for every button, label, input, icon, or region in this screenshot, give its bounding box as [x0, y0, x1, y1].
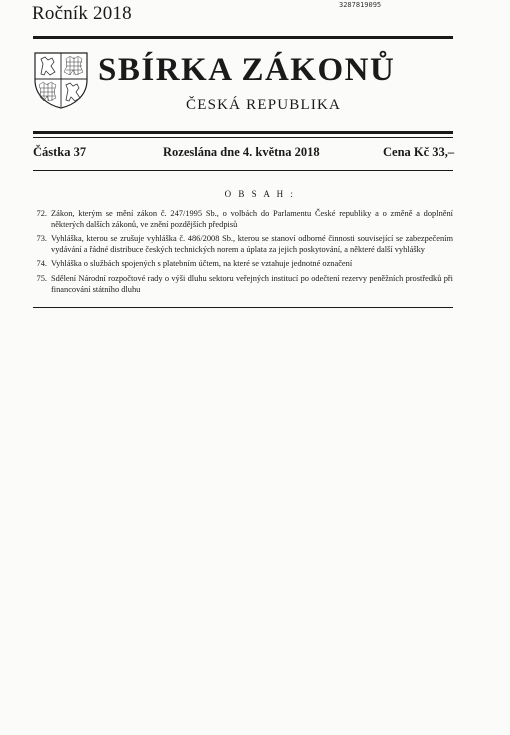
issue-number: Částka 37: [33, 145, 87, 159]
header-bottom-thin-rule: [33, 137, 453, 138]
gazette-title: SBÍRKA ZÁKONŮ: [98, 52, 396, 88]
contents-bottom-rule: [33, 307, 453, 308]
list-item: [33, 259, 453, 270]
coat-of-arms-icon: [32, 50, 90, 110]
item-text: Vyhláška o službách spojených s platebním účtem, na které se vztahuje jednotné označení: [51, 259, 353, 269]
item-text: Vyhláška, kterou se zrušuje vyhláška č. 486/2008 Sb., kterou se stanoví odborné činnosti související se zabezpečením vydávání a řádné distribuce českých technických norem a úplata za jejich poskytování, a některé další vyhlášky: [51, 234, 453, 254]
top-rule: [33, 36, 453, 39]
item-number: 74.: [36, 259, 47, 269]
list-item: [33, 209, 453, 230]
item-text: Zákon, kterým se mění zákon č. 247/1995 Sb., o volbách do Parlamentu České republiky a o změně a doplnění některých dalších zákonů, ve znění pozdějších předpisů: [51, 209, 453, 229]
contents-list: [33, 209, 453, 299]
item-text: Sdělení Národní rozpočtové rady o výši dluhu sektoru veřejných institucí po odečtení rezervy peněžních prostředků při financování státního dluhu: [51, 273, 453, 294]
gazette-subtitle: ČESKÁ REPUBLIKA: [186, 97, 342, 113]
contents-heading: O B S A H :: [224, 189, 296, 199]
item-number: 73.: [36, 234, 47, 244]
item-number: 75.: [36, 273, 47, 283]
item-number: 72.: [36, 209, 47, 218]
distribution-date: Rozeslána dne 4. května 2018: [163, 145, 320, 159]
list-item: [33, 274, 453, 295]
issue-price: Cena Kč 33,–: [383, 145, 455, 159]
header-bottom-rule: [33, 131, 453, 134]
volume-year: Ročník 2018: [32, 3, 132, 24]
meta-rule: [33, 170, 453, 171]
barcode-number: 3287819095: [339, 1, 382, 9]
list-item: [33, 234, 453, 255]
